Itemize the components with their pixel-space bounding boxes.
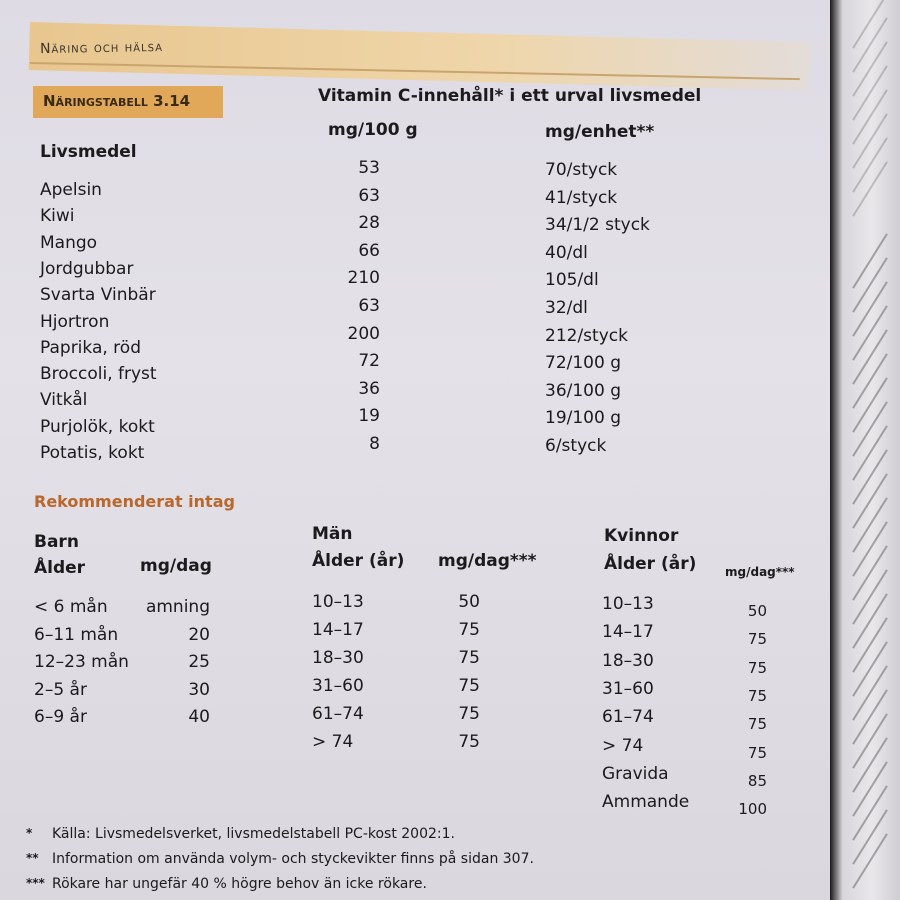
food-name: Apelsin [40,180,102,200]
column-header-mg100: mg/100 g [328,120,418,140]
food-unit: 41/styck [545,187,618,208]
footnote-mark: *** [26,876,45,890]
intake-title: Rekommenderat intag [34,492,235,511]
barn-age: 6–9 år [34,707,87,727]
man-mg: 50 [458,592,480,612]
food-unit: 212/styck [545,325,628,346]
man-age: 14–17 [312,620,364,640]
barn-age: 12–23 mån [34,652,129,672]
man-mg: 75 [458,704,480,724]
food-name: Kiwi [40,206,75,227]
column-header-food: Livsmedel [40,142,137,162]
food-unit: 34/1/2 styck [545,215,650,236]
food-name: Svarta Vinbär [40,285,156,306]
footnote-mark: * [26,826,33,840]
man-age: 18–30 [312,648,364,668]
food-name: Potatis, kokt [40,443,145,463]
kvinnor-age: 14–17 [602,622,654,643]
food-name: Hjortron [40,311,110,332]
barn-mg: 30 [188,679,210,700]
footnote-mark: ** [26,851,39,865]
kvinnor-mg-header: mg/dag*** [725,565,795,579]
food-name: Jordgubbar [40,258,134,279]
food-mg100: 72 [358,351,380,372]
food-mg100: 8 [369,434,380,454]
food-unit: 19/100 g [545,408,622,429]
food-unit: 70/styck [545,160,618,180]
food-mg100: 66 [358,240,380,261]
food-mg100: 36 [358,378,380,399]
footnote-text: Information om använda volym- och styckevikter finns på sidan 307. [52,851,534,867]
barn-mg: 20 [188,624,210,645]
column-header-unit: mg/enhet** [545,122,655,142]
man-mg: 75 [458,648,480,668]
kvinnor-mg: 100 [738,800,767,819]
man-mg: 75 [458,732,480,752]
man-label: Män [312,524,353,544]
kvinnor-mg: 85 [747,771,767,790]
food-name: Purjolök, kokt [40,416,155,437]
food-unit: 40/dl [545,242,588,263]
man-mg: 75 [458,620,480,640]
barn-mg: 25 [188,652,210,672]
barn-age-header: Ålder [34,558,86,578]
kvinnor-label: Kvinnor [604,526,679,546]
footnote-text: Källa: Livsmedelsverket, livsmedelstabell PC-kost 2002:1. [52,826,455,842]
food-mg100: 210 [347,268,380,289]
kvinnor-mg: 75 [747,658,767,677]
facing-page-text-line [852,161,888,216]
man-mg: 75 [458,676,480,696]
food-unit: 72/100 g [545,353,622,374]
kvinnor-age-header: Ålder (år) [604,554,697,574]
food-name: Mango [40,232,98,253]
kvinnor-age: 31–60 [602,678,654,699]
kvinnor-age: Ammande [602,792,690,813]
facing-page-text-line [852,833,888,888]
kvinnor-age: 61–74 [602,707,654,728]
food-mg100: 28 [358,213,380,234]
footnote-text: Rökare har ungefär 40 % högre behov än icke rökare. [52,876,427,892]
food-mg100: 63 [358,296,380,316]
table-tag: Näringstabell 3.14 [33,86,223,118]
food-name: Vitkål [40,390,88,411]
header-band [29,22,810,90]
food-mg100: 53 [358,158,380,178]
kvinnor-mg: 75 [747,630,767,649]
barn-label: Barn [34,532,79,552]
food-mg100: 19 [358,406,380,427]
barn-age: 2–5 år [34,679,87,700]
man-age: 61–74 [312,704,364,724]
kvinnor-mg: 75 [747,686,767,705]
kvinnor-mg: 50 [747,602,767,620]
food-name: Broccoli, fryst [40,364,157,385]
barn-age: < 6 mån [34,597,108,617]
kvinnor-age: Gravida [602,763,669,784]
food-unit: 105/dl [545,270,599,291]
food-name: Paprika, röd [40,337,141,358]
kvinnor-age: 10–13 [602,594,654,614]
food-unit: 32/dl [545,298,588,318]
barn-mg-header: mg/dag [140,556,212,576]
food-unit: 6/styck [545,436,607,456]
facing-page-edge [830,0,900,900]
man-age: 10–13 [312,592,364,612]
kvinnor-mg: 75 [747,743,767,762]
man-age: 31–60 [312,676,364,696]
table-title: Vitamin C-innehåll* i ett urval livsmedel [318,86,702,106]
man-age-header: Ålder (år) [312,551,405,571]
kvinnor-age: 18–30 [602,650,654,671]
kvinnor-mg: 75 [747,715,767,734]
barn-age: 6–11 mån [34,624,119,645]
food-mg100: 63 [358,185,380,206]
food-unit: 36/100 g [545,380,622,401]
section-title: Näring och hälsa [39,38,164,58]
kvinnor-age: > 74 [602,735,644,756]
man-age: > 74 [312,732,354,752]
man-mg-header: mg/dag*** [438,551,537,571]
barn-mg: 40 [188,707,210,727]
food-mg100: 200 [347,323,380,344]
barn-mg: amning [145,597,210,617]
